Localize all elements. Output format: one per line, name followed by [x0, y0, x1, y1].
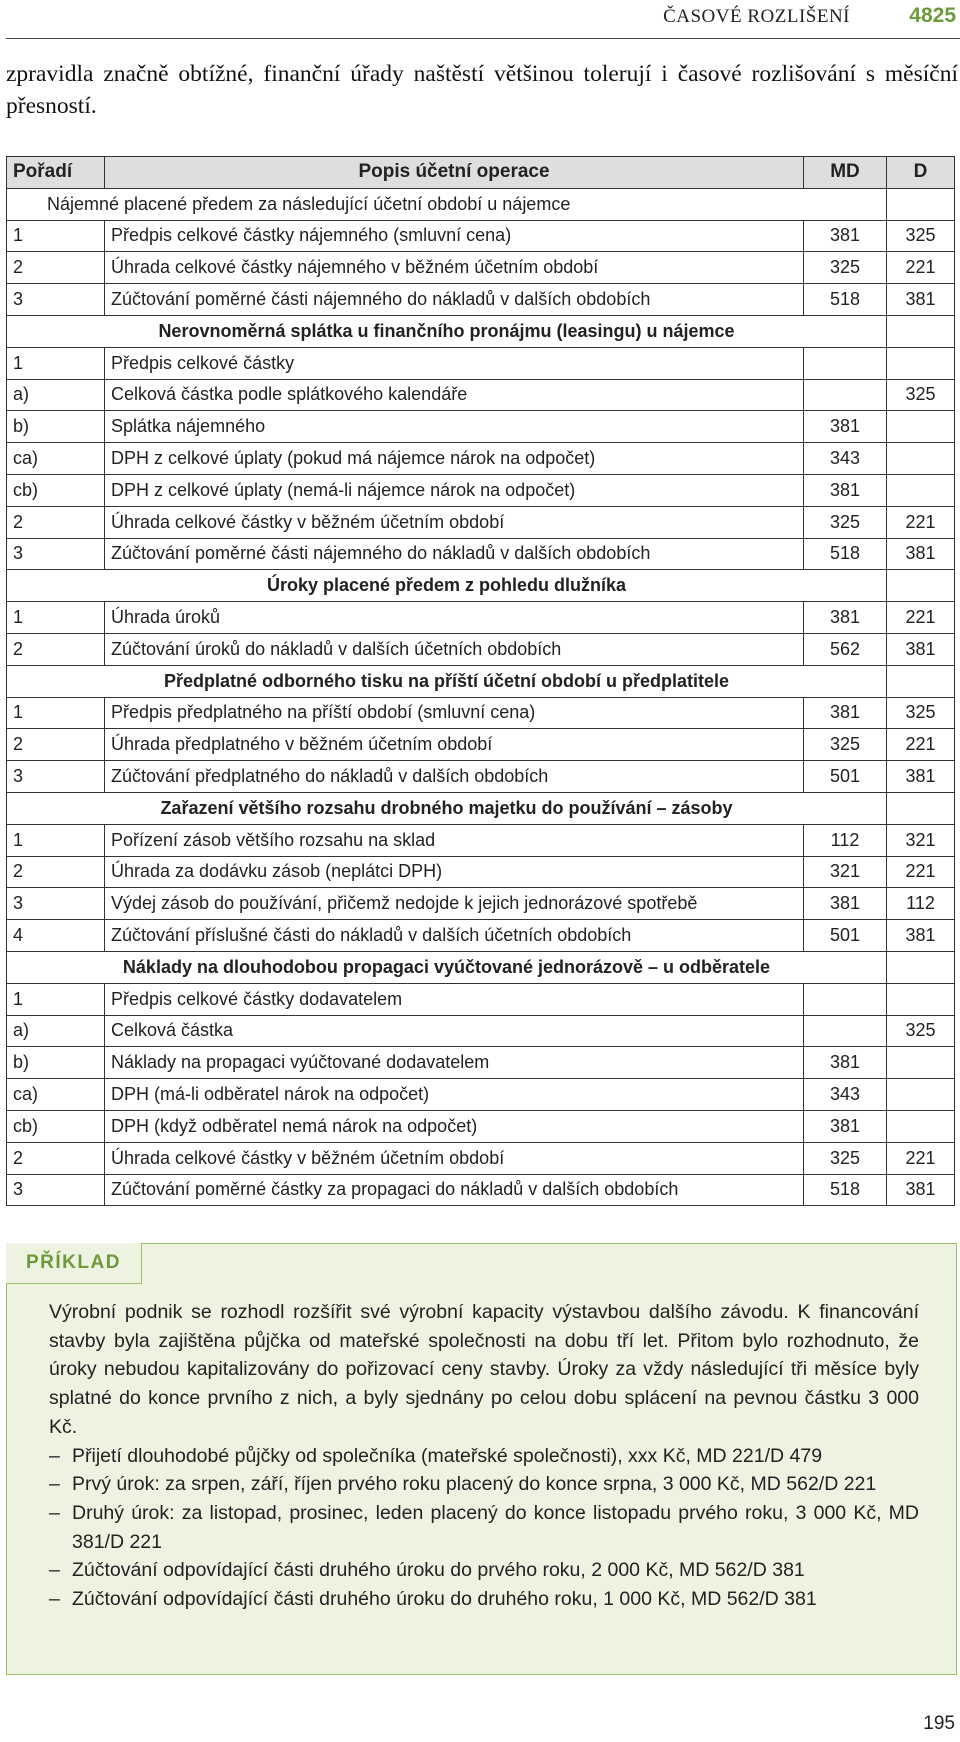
section-row: [7, 792, 955, 824]
table-row: [7, 729, 955, 761]
table-row: [7, 856, 955, 888]
md-cell: 381: [804, 220, 887, 252]
description-cell: Úhrada za dodávku zásob (neplátci DPH): [105, 856, 804, 888]
order-cell: 3: [7, 538, 105, 570]
md-cell: 321: [804, 856, 887, 888]
d-cell: 112: [887, 888, 955, 920]
order-cell: 2: [7, 729, 105, 761]
example-item-text: Zúčtování odpovídající části druhého úroku do druhého roku, 1 000 Kč, MD 562/D 381: [72, 1588, 817, 1611]
chapter-title: ČASOVÉ ROZLIŠENÍ: [663, 6, 850, 27]
order-cell: 1: [7, 347, 105, 379]
d-cell: 381: [887, 538, 955, 570]
table-row: [7, 252, 955, 284]
description-cell: Zúčtování úroků do nákladů v dalších účetních obdobích: [105, 633, 804, 665]
order-cell: 1: [7, 602, 105, 634]
table-row: [7, 888, 955, 920]
example-list: [49, 1442, 919, 1614]
description-cell: Celková částka: [105, 1015, 804, 1047]
d-cell: [887, 1110, 955, 1142]
order-cell: 1: [7, 220, 105, 252]
description-cell: Zúčtování předplatného do nákladů v dalších obdobích: [105, 761, 804, 793]
dash-bullet: –: [49, 1588, 60, 1611]
intro-paragraph: zpravidla značně obtížné, finanční úřady naštěstí většinou tolerují i časové rozlišování s měsíční přesností.: [6, 61, 958, 119]
section-title: Nájemné placené předem za následující účetní období u nájemce: [7, 188, 887, 220]
accounting-operations-table: [6, 156, 955, 1206]
example-item: [49, 1470, 919, 1499]
description-cell: Zúčtování příslušné části do nákladů v dalších účetních obdobích: [105, 920, 804, 952]
d-cell: 325: [887, 379, 955, 411]
table-row: [7, 1015, 955, 1047]
md-cell: 381: [804, 474, 887, 506]
table-row: [7, 761, 955, 793]
table-row: [7, 284, 955, 316]
order-cell: 1: [7, 824, 105, 856]
order-cell: ca): [7, 1079, 105, 1111]
example-item-text: Prvý úrok: za srpen, září, říjen prvého roku placený do konce srpna, 3 000 Kč, MD 562/D 221: [72, 1473, 877, 1496]
table-header-row: [7, 157, 955, 189]
table-row: [7, 633, 955, 665]
d-cell: 221: [887, 729, 955, 761]
order-cell: 2: [7, 633, 105, 665]
md-cell: 381: [804, 697, 887, 729]
d-cell: [887, 411, 955, 443]
table-row: [7, 1174, 955, 1206]
table-row: [7, 824, 955, 856]
md-cell: 518: [804, 538, 887, 570]
d-cell: [887, 188, 955, 220]
description-cell: Zúčtování poměrné části nájemného do nákladů v dalších obdobích: [105, 538, 804, 570]
description-cell: Zúčtování poměrné částky za propagaci do nákladů v dalších obdobích: [105, 1174, 804, 1206]
order-cell: a): [7, 379, 105, 411]
d-cell: 325: [887, 1015, 955, 1047]
section-title: Úroky placené předem z pohledu dlužníka: [7, 570, 887, 602]
order-cell: cb): [7, 1110, 105, 1142]
description-cell: Náklady na propagaci vyúčtované dodavatelem: [105, 1047, 804, 1079]
description-cell: Předpis celkové částky: [105, 347, 804, 379]
order-cell: a): [7, 1015, 105, 1047]
description-cell: Úhrada úroků: [105, 602, 804, 634]
order-cell: 3: [7, 1174, 105, 1206]
table-row: [7, 379, 955, 411]
d-cell: 221: [887, 1142, 955, 1174]
md-cell: 562: [804, 633, 887, 665]
md-cell: [804, 379, 887, 411]
md-cell: 381: [804, 1110, 887, 1142]
md-cell: 501: [804, 761, 887, 793]
d-cell: 325: [887, 220, 955, 252]
order-cell: 2: [7, 1142, 105, 1174]
md-cell: 325: [804, 729, 887, 761]
md-cell: 325: [804, 506, 887, 538]
chapter-number: 4825: [909, 4, 956, 27]
md-cell: 381: [804, 1047, 887, 1079]
d-cell: [887, 570, 955, 602]
section-row: [7, 951, 955, 983]
md-cell: [804, 347, 887, 379]
md-cell: 343: [804, 443, 887, 475]
description-cell: Splátka nájemného: [105, 411, 804, 443]
example-item-text: Druhý úrok: za listopad, prosinec, leden placený do konce listopadu prvého roku, 3 000 Kč, MD 381/D 221: [72, 1501, 919, 1553]
description-cell: Úhrada celkové částky nájemného v běžném účetním období: [105, 252, 804, 284]
table-row: [7, 474, 955, 506]
dash-bullet: –: [49, 1473, 60, 1496]
example-item-text: Zúčtování odpovídající části druhého úroku do prvého roku, 2 000 Kč, MD 562/D 381: [72, 1559, 805, 1582]
description-cell: DPH (když odběratel nemá nárok na odpočet): [105, 1110, 804, 1142]
d-cell: [887, 983, 955, 1015]
d-cell: [887, 792, 955, 824]
example-item-text: Přijetí dlouhodobé půjčky od společníka (mateřské společnosti), xxx Kč, MD 221/D 479: [72, 1444, 823, 1467]
description-cell: DPH z celkové úplaty (nemá-li nájemce nárok na odpočet): [105, 474, 804, 506]
d-cell: [887, 474, 955, 506]
order-cell: 1: [7, 697, 105, 729]
description-cell: Úhrada celkové částky v běžném účetním období: [105, 506, 804, 538]
section-title: Zařazení většího rozsahu drobného majetku do používání – zásoby: [7, 792, 887, 824]
example-item: [49, 1442, 919, 1471]
table-row: [7, 983, 955, 1015]
d-cell: 221: [887, 506, 955, 538]
d-cell: [887, 951, 955, 983]
md-cell: 518: [804, 1174, 887, 1206]
d-cell: 381: [887, 284, 955, 316]
section-title: Předplatné odborného tisku na příští účetní období u předplatitele: [7, 665, 887, 697]
table-row: [7, 538, 955, 570]
table-body: [7, 188, 955, 1206]
d-cell: 325: [887, 697, 955, 729]
section-row: [7, 315, 955, 347]
header-md: MD: [804, 157, 887, 189]
description-cell: Úhrada předplatného v běžném účetním období: [105, 729, 804, 761]
description-cell: Předpis celkové částky nájemného (smluvní cena): [105, 220, 804, 252]
order-cell: b): [7, 1047, 105, 1079]
d-cell: [887, 665, 955, 697]
section-row: [7, 665, 955, 697]
d-cell: [887, 347, 955, 379]
order-cell: 2: [7, 856, 105, 888]
table-row: [7, 411, 955, 443]
description-cell: Výdej zásob do používání, přičemž nedojde k jejich jednorázové spotřebě: [105, 888, 804, 920]
section-title: Nerovnoměrná splátka u finančního pronájmu (leasingu) u nájemce: [7, 315, 887, 347]
dash-bullet: –: [49, 1501, 60, 1524]
md-cell: 343: [804, 1079, 887, 1111]
table-row: [7, 1047, 955, 1079]
table-row: [7, 347, 955, 379]
header-order: Pořadí: [7, 157, 105, 189]
section-row: [7, 570, 955, 602]
md-cell: 381: [804, 888, 887, 920]
description-cell: Předpis celkové částky dodavatelem: [105, 983, 804, 1015]
example-paragraph: Výrobní podnik se rozhodl rozšířit své výrobní kapacity výstavbou dalšího závodu. K financování stavby byla zajištěna půjčka od mateřské společnosti na dobu tří let. Přitom bylo rozhodnuto, že úroky nebudou kapitalizovány do pořizovací ceny stavby. Úroky za vždy následující tři měsíce byly splatné do konce prvního z nich, a byly sjednány po celou dobu splácení na pevnou částku 3 000 Kč.: [49, 1301, 919, 1438]
description-cell: Úhrada celkové částky v běžném účetním období: [105, 1142, 804, 1174]
description-cell: Předpis předplatného na příští období (smluvní cena): [105, 697, 804, 729]
d-cell: 221: [887, 602, 955, 634]
order-cell: 1: [7, 983, 105, 1015]
d-cell: 381: [887, 920, 955, 952]
md-cell: 112: [804, 824, 887, 856]
description-cell: DPH (má-li odběratel nárok na odpočet): [105, 1079, 804, 1111]
example-item: [49, 1585, 919, 1614]
d-cell: [887, 1047, 955, 1079]
section-title: Náklady na dlouhodobou propagaci vyúčtované jednorázově – u odběratele: [7, 951, 887, 983]
table-row: [7, 602, 955, 634]
example-body: [49, 1298, 919, 1614]
order-cell: 4: [7, 920, 105, 952]
table-row: [7, 920, 955, 952]
md-cell: 501: [804, 920, 887, 952]
table-row: [7, 697, 955, 729]
md-cell: 381: [804, 411, 887, 443]
md-cell: 325: [804, 1142, 887, 1174]
description-cell: Pořízení zásob většího rozsahu na sklad: [105, 824, 804, 856]
order-cell: b): [7, 411, 105, 443]
order-cell: ca): [7, 443, 105, 475]
example-box: [6, 1243, 957, 1675]
table-row: [7, 220, 955, 252]
md-cell: 518: [804, 284, 887, 316]
table-row: [7, 1079, 955, 1111]
order-cell: 2: [7, 506, 105, 538]
example-item: [49, 1499, 919, 1556]
table-row: [7, 443, 955, 475]
dash-bullet: –: [49, 1559, 60, 1582]
order-cell: 3: [7, 761, 105, 793]
order-cell: cb): [7, 474, 105, 506]
dash-bullet: –: [49, 1444, 60, 1467]
running-head: [6, 0, 960, 39]
table-row: [7, 506, 955, 538]
d-cell: [887, 443, 955, 475]
order-cell: 2: [7, 252, 105, 284]
example-item: [49, 1556, 919, 1585]
page-number: 195: [923, 1713, 955, 1734]
header-description: Popis účetní operace: [105, 157, 804, 189]
md-cell: 381: [804, 602, 887, 634]
table-row: [7, 1142, 955, 1174]
description-cell: DPH z celkové úplaty (pokud má nájemce nárok na odpočet): [105, 443, 804, 475]
description-cell: Celková částka podle splátkového kalendáře: [105, 379, 804, 411]
d-cell: 221: [887, 252, 955, 284]
d-cell: [887, 1079, 955, 1111]
d-cell: 221: [887, 856, 955, 888]
order-cell: 3: [7, 888, 105, 920]
section-row: [7, 188, 955, 220]
d-cell: 381: [887, 633, 955, 665]
table-row: [7, 1110, 955, 1142]
md-cell: [804, 1015, 887, 1047]
d-cell: 381: [887, 761, 955, 793]
d-cell: [887, 315, 955, 347]
d-cell: 321: [887, 824, 955, 856]
header-d: D: [887, 157, 955, 189]
md-cell: 325: [804, 252, 887, 284]
example-label: PŘÍKLAD: [6, 1243, 142, 1284]
md-cell: [804, 983, 887, 1015]
order-cell: 3: [7, 284, 105, 316]
description-cell: Zúčtování poměrné části nájemného do nákladů v dalších obdobích: [105, 284, 804, 316]
d-cell: 381: [887, 1174, 955, 1206]
